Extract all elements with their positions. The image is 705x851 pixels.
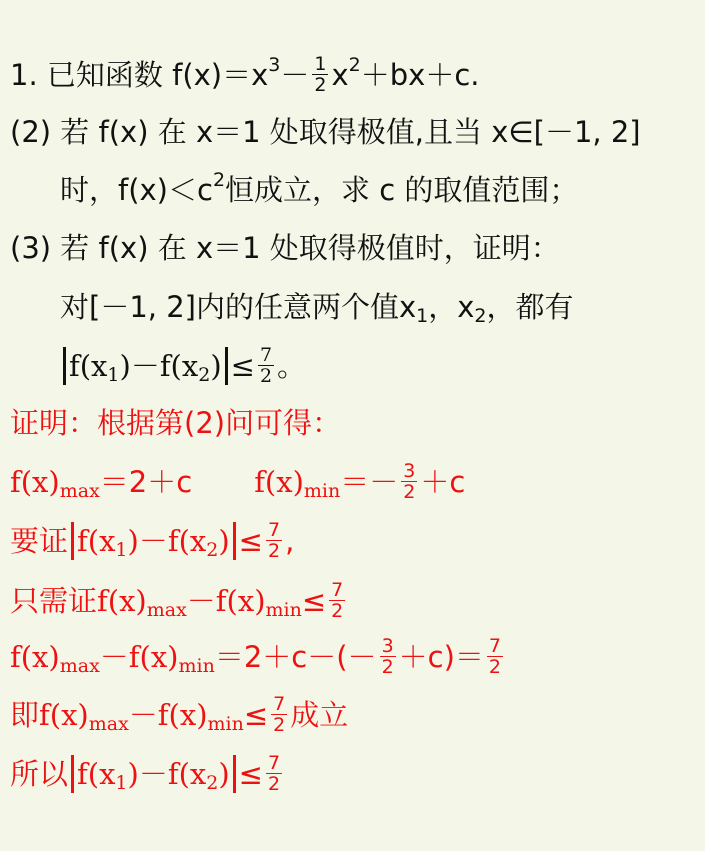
l4-fmax: f(x): [10, 639, 60, 674]
l4-frac1-num: 3: [381, 635, 394, 657]
part3-frac-num: 7: [259, 344, 273, 366]
l4-fraction-2: [487, 636, 503, 677]
part2-line2-text-b: 恒成立，求 c 的取值范围；: [225, 173, 579, 207]
fmax-label: f(x): [10, 464, 60, 499]
l2-sub1: 1: [115, 538, 128, 561]
l2-frac-den: 2: [267, 540, 281, 562]
l6-le: ≤: [238, 756, 263, 791]
l4-frac2-num: 7: [488, 635, 502, 657]
l4-fraction-1: [380, 636, 396, 677]
abs-bar-left: [71, 522, 74, 560]
part3-line3-end: 。: [277, 348, 307, 383]
abs-bar-left: [71, 755, 74, 793]
l4-max-subscript: max: [59, 654, 100, 677]
intro-tail: ＋bx＋c.: [360, 57, 480, 92]
min-subscript: min: [303, 479, 341, 502]
l5-fraction: [271, 694, 287, 735]
l4-fmin: －f(x): [99, 639, 179, 674]
l5-max-subscript: max: [88, 712, 129, 735]
part2-line2-exponent: 2: [212, 169, 226, 191]
solution-line4: [10, 636, 506, 677]
l3-max-subscript: max: [146, 598, 187, 621]
problem-intro: [10, 54, 479, 95]
l3-fmax: f(x): [97, 583, 147, 618]
solution-line6: [10, 753, 285, 794]
part3-line3-le: ≤: [230, 348, 255, 383]
intro-x: x: [331, 57, 349, 92]
l6-frac-num: 7: [267, 752, 281, 774]
abs-bar-right: [225, 347, 228, 385]
fmax-value: ＝2＋c: [99, 464, 193, 499]
intro-exponent: 3: [268, 53, 281, 76]
fmin-fraction: [401, 461, 417, 502]
l6-text-c: )－f(x: [127, 756, 207, 791]
l5-fmin: －f(x): [128, 697, 208, 732]
l6-sub2: 2: [206, 771, 219, 794]
l5-prefix: 即: [10, 697, 40, 732]
fmin-frac-den: 2: [403, 481, 416, 503]
intro-fraction: [312, 54, 328, 95]
l5-end: 成立: [290, 697, 349, 732]
part3-frac-den: 2: [259, 365, 273, 387]
l2-text-d: ): [218, 523, 230, 558]
intro-minus: －: [280, 57, 310, 92]
part2-line2: [60, 170, 578, 210]
part3-line2-sub1: 1: [416, 305, 429, 327]
part3-line3-fraction: [258, 345, 274, 386]
part3-line2-text-a: 对[－1, 2]内的任意两个值x: [60, 290, 417, 324]
l3-fraction: [329, 580, 345, 621]
l5-min-subscript: min: [207, 712, 244, 735]
fmin-frac-num: 3: [403, 460, 416, 482]
part2-line1-text: (2) 若 f(x) 在 x＝1 处取得极值,且当 x∈[－1, 2]: [10, 115, 641, 149]
l6-fraction: [266, 753, 282, 794]
l3-frac-num: 7: [331, 579, 344, 601]
l3-min-subscript: min: [265, 598, 302, 621]
l4-frac1-den: 2: [381, 656, 394, 678]
part3-line1: [10, 228, 560, 268]
part2-line1: [10, 112, 641, 152]
l2-prefix: 要证: [10, 523, 69, 558]
part3-line3-sub2: 2: [198, 363, 211, 386]
part3-line1-text: (3) 若 f(x) 在 x＝1 处取得极值时，证明：: [10, 231, 560, 265]
solution-heading: [10, 403, 341, 443]
part3-line3-text-a: f(x: [69, 348, 108, 383]
part3-line3: [60, 345, 306, 386]
solution-line1: [10, 461, 465, 502]
l2-text-b: f(x: [77, 523, 116, 558]
solution-line5: [10, 694, 348, 735]
part3-line3-text-b: )－f(x: [119, 348, 199, 383]
l6-prefix: 所以: [10, 756, 69, 791]
l4-min-subscript: min: [178, 654, 215, 677]
fmin-label: f(x): [254, 464, 304, 499]
l3-prefix: 只需证: [10, 583, 98, 618]
intro-frac-den: 2: [314, 74, 327, 96]
l4-text-d: ＋c)＝: [398, 639, 484, 674]
part3-line2: [60, 287, 574, 327]
part3-line2-text-c: ，都有: [486, 290, 574, 324]
part3-line3-text-c: ): [210, 348, 222, 383]
intro-exponent-2: 2: [348, 53, 361, 76]
fmin-tail: ＋c: [420, 464, 466, 499]
l5-le: ≤: [243, 697, 269, 732]
l2-end: ,: [285, 523, 295, 558]
part2-line2-text-a: 时，f(x)＜c: [60, 173, 213, 207]
l2-frac-num: 7: [267, 519, 281, 541]
l5-frac-den: 2: [273, 714, 286, 736]
intro-text: 1. 已知函数 f(x)＝x: [10, 57, 269, 92]
abs-bar-right: [233, 522, 236, 560]
l2-fraction: [266, 520, 282, 561]
l6-frac-den: 2: [267, 773, 281, 795]
l6-text-b: f(x: [77, 756, 116, 791]
l2-le: ≤: [238, 523, 263, 558]
l3-fmin: －f(x): [186, 583, 266, 618]
abs-bar-right: [233, 755, 236, 793]
part3-line2-text-b: ，x: [428, 290, 475, 324]
solution-line2: [10, 520, 294, 561]
intro-frac-num: 1: [314, 53, 327, 75]
l5-frac-num: 7: [273, 693, 286, 715]
max-subscript: max: [59, 479, 100, 502]
part3-line2-sub2: 2: [474, 305, 487, 327]
l3-le: ≤: [301, 583, 327, 618]
solution-heading-text: 证明：根据第(2)问可得：: [10, 406, 342, 440]
l3-frac-den: 2: [331, 600, 344, 622]
l4-frac2-den: 2: [488, 656, 502, 678]
abs-bar-left: [63, 347, 66, 385]
l5-fmax: f(x): [39, 697, 89, 732]
l6-sub1: 1: [115, 771, 128, 794]
part3-line3-sub1: 1: [107, 363, 120, 386]
l2-text-c: )－f(x: [127, 523, 207, 558]
fmin-eq: ＝－: [340, 464, 399, 499]
solution-line3: [10, 580, 348, 621]
l4-text-c: ＝2＋c－(－: [214, 639, 377, 674]
l6-text-d: ): [218, 756, 230, 791]
l2-sub2: 2: [206, 538, 219, 561]
